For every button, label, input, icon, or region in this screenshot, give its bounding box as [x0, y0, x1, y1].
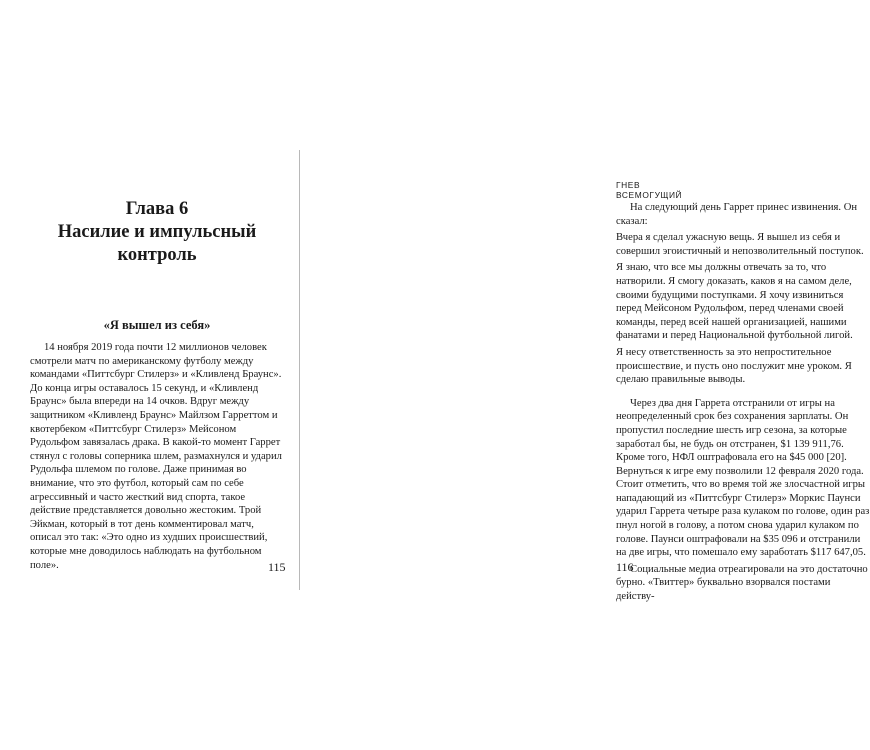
quote-paragraph: Я несу ответственность за это непростительное происшествие, и пусть оно послужит мне уроком. Я сделаю правильные выводы. [616, 346, 852, 386]
right-body [616, 201, 870, 607]
paragraph: Через два дня Гаррета отстранили от игры на неопределенный срок без сохранения зарплаты. Он пропустил последние шесть игр сезона, за которые заработал бы, не будь он отстранен, $1 139 911,76. Кроме того, НФЛ оштрафовала его на $45 000 [20]. Вернуться к игре ему позволили 12 февраля 2020 года. Стоит отметить, что во время той же злосчастной игры нападающий из «Питтсбург Стилерз» Моркис Паунси ударил Гаррета четыре раза кулаком по голове, один раз пнул ногой в голову, а потом снова ударил кулаком по голове. Паунси оштрафовали на $35 096 и отстранили на две игры, что помешало ему заработать $117 647,05. [616, 397, 870, 559]
quote-paragraph: Вчера я сделал ужасную вещь. Я вышел из себя и совершил эгоистичный и непозволительный поступок. [616, 232, 864, 257]
paragraph: Социальные медиа отреагировали на это достаточно бурно. «Твиттер» буквально взорвался постами действу- [616, 563, 868, 603]
left-body [30, 341, 284, 572]
left-page [0, 0, 299, 750]
paragraph: На следующий день Гаррет принес извинения. Он сказал: [616, 202, 858, 227]
chapter-title-line-1: Насилие и импульсный [57, 222, 257, 242]
quote-paragraph: Я знаю, что все мы должны отвечать за то, что натворили. Я смогу доказать, каков я на самом деле, своими будущими поступками. Я хочу извиниться перед Мейсоном Рудольфом, перед членами своей команды, перед всей нашей организацией, нашими фанатами и перед Национальной футбольной лигой. [616, 262, 853, 342]
chapter-title [30, 198, 284, 267]
page-number: 115 [268, 560, 286, 574]
right-page [300, 0, 870, 750]
chapter-number: Глава 6 [125, 199, 189, 219]
paragraph: 14 ноября 2019 года почти 12 миллионов человек смотрели матч по американскому футболу между командами «Питтсбург Стилерз» и «Кливленд Браунс». До конца игры оставалось 15 секунд, и «Кливленд Браунс» была впереди на 14 очков. Вдруг между защитником «Кливленд Браунс» Майлзом Гарреттом и квотербеком «Питтсбург Стилерз» Мейсоном Рудольфом завязалась драка. В какой-то момент Гаррет стянул с головы соперника шлем, размахнулся и ударил Рудольфа шлемом по голове. Даже принимая во внимание, что это футбол, который сам по себе агрессивный и часто жесткий вид спорта, такое действие представляется довольно жестоким. Трой Эйкман, который в тот день комментировал матч, описал это так: «Это одно из худших происшествий, которые мне доводилось наблюдать на футбольном поле». [30, 342, 282, 571]
chapter-title-line-2: контроль [117, 245, 197, 265]
section-title: «Я вышел из себя» [103, 318, 211, 332]
page-number: 116 [616, 560, 634, 574]
running-header: ГНЕВ ВСЕМОГУЩИЙ [616, 180, 683, 200]
